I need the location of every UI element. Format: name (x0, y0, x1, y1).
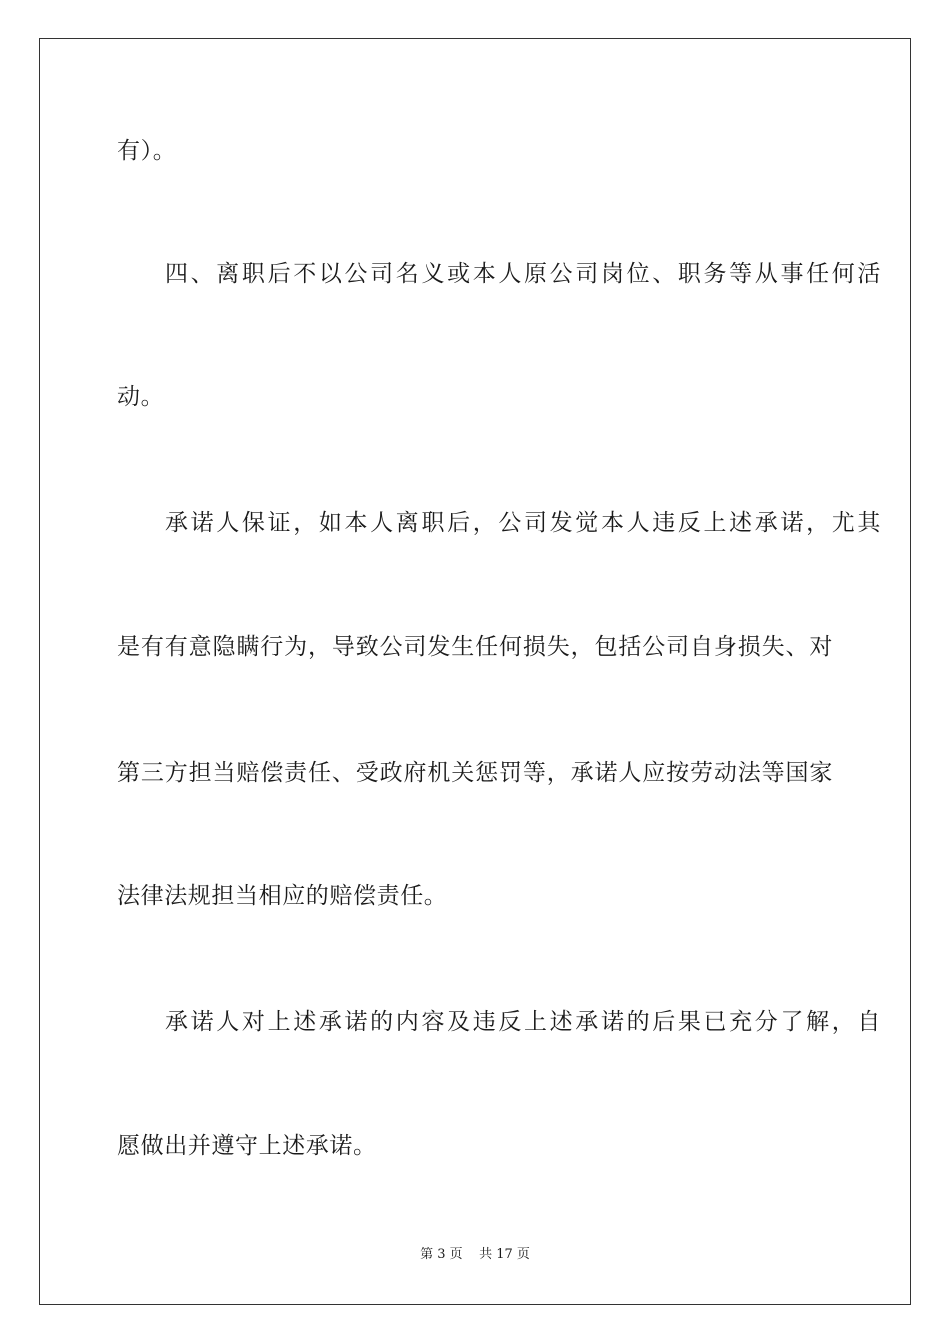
paragraph-line: 承诺人对上述承诺的内容及违反上述承诺的后果已充分了解，自 (165, 1009, 881, 1035)
paragraph-line: 第三方担当赔偿责任、受政府机关惩罚等，承诺人应按劳动法等国家 (117, 760, 833, 786)
page-border (39, 38, 911, 1305)
text-line: 法律法规担当相应的赔偿责任。 (117, 883, 448, 909)
text-line: 有）。 (117, 138, 177, 164)
page-number: 第 3 页 共 17 页 (420, 1247, 530, 1262)
paragraph-line: 承诺人保证，如本人离职后，公司发觉本人违反上述承诺，尤其 (165, 510, 881, 536)
text-line: 动。 (117, 384, 165, 410)
paragraph-line: 是有有意隐瞒行为，导致公司发生任何损失，包括公司自身损失、对 (117, 634, 833, 660)
text-line: 愿做出并遵守上述承诺。 (117, 1133, 377, 1159)
paragraph-line: 四、离职后不以公司名义或本人原公司岗位、职务等从事任何活 (165, 261, 881, 287)
